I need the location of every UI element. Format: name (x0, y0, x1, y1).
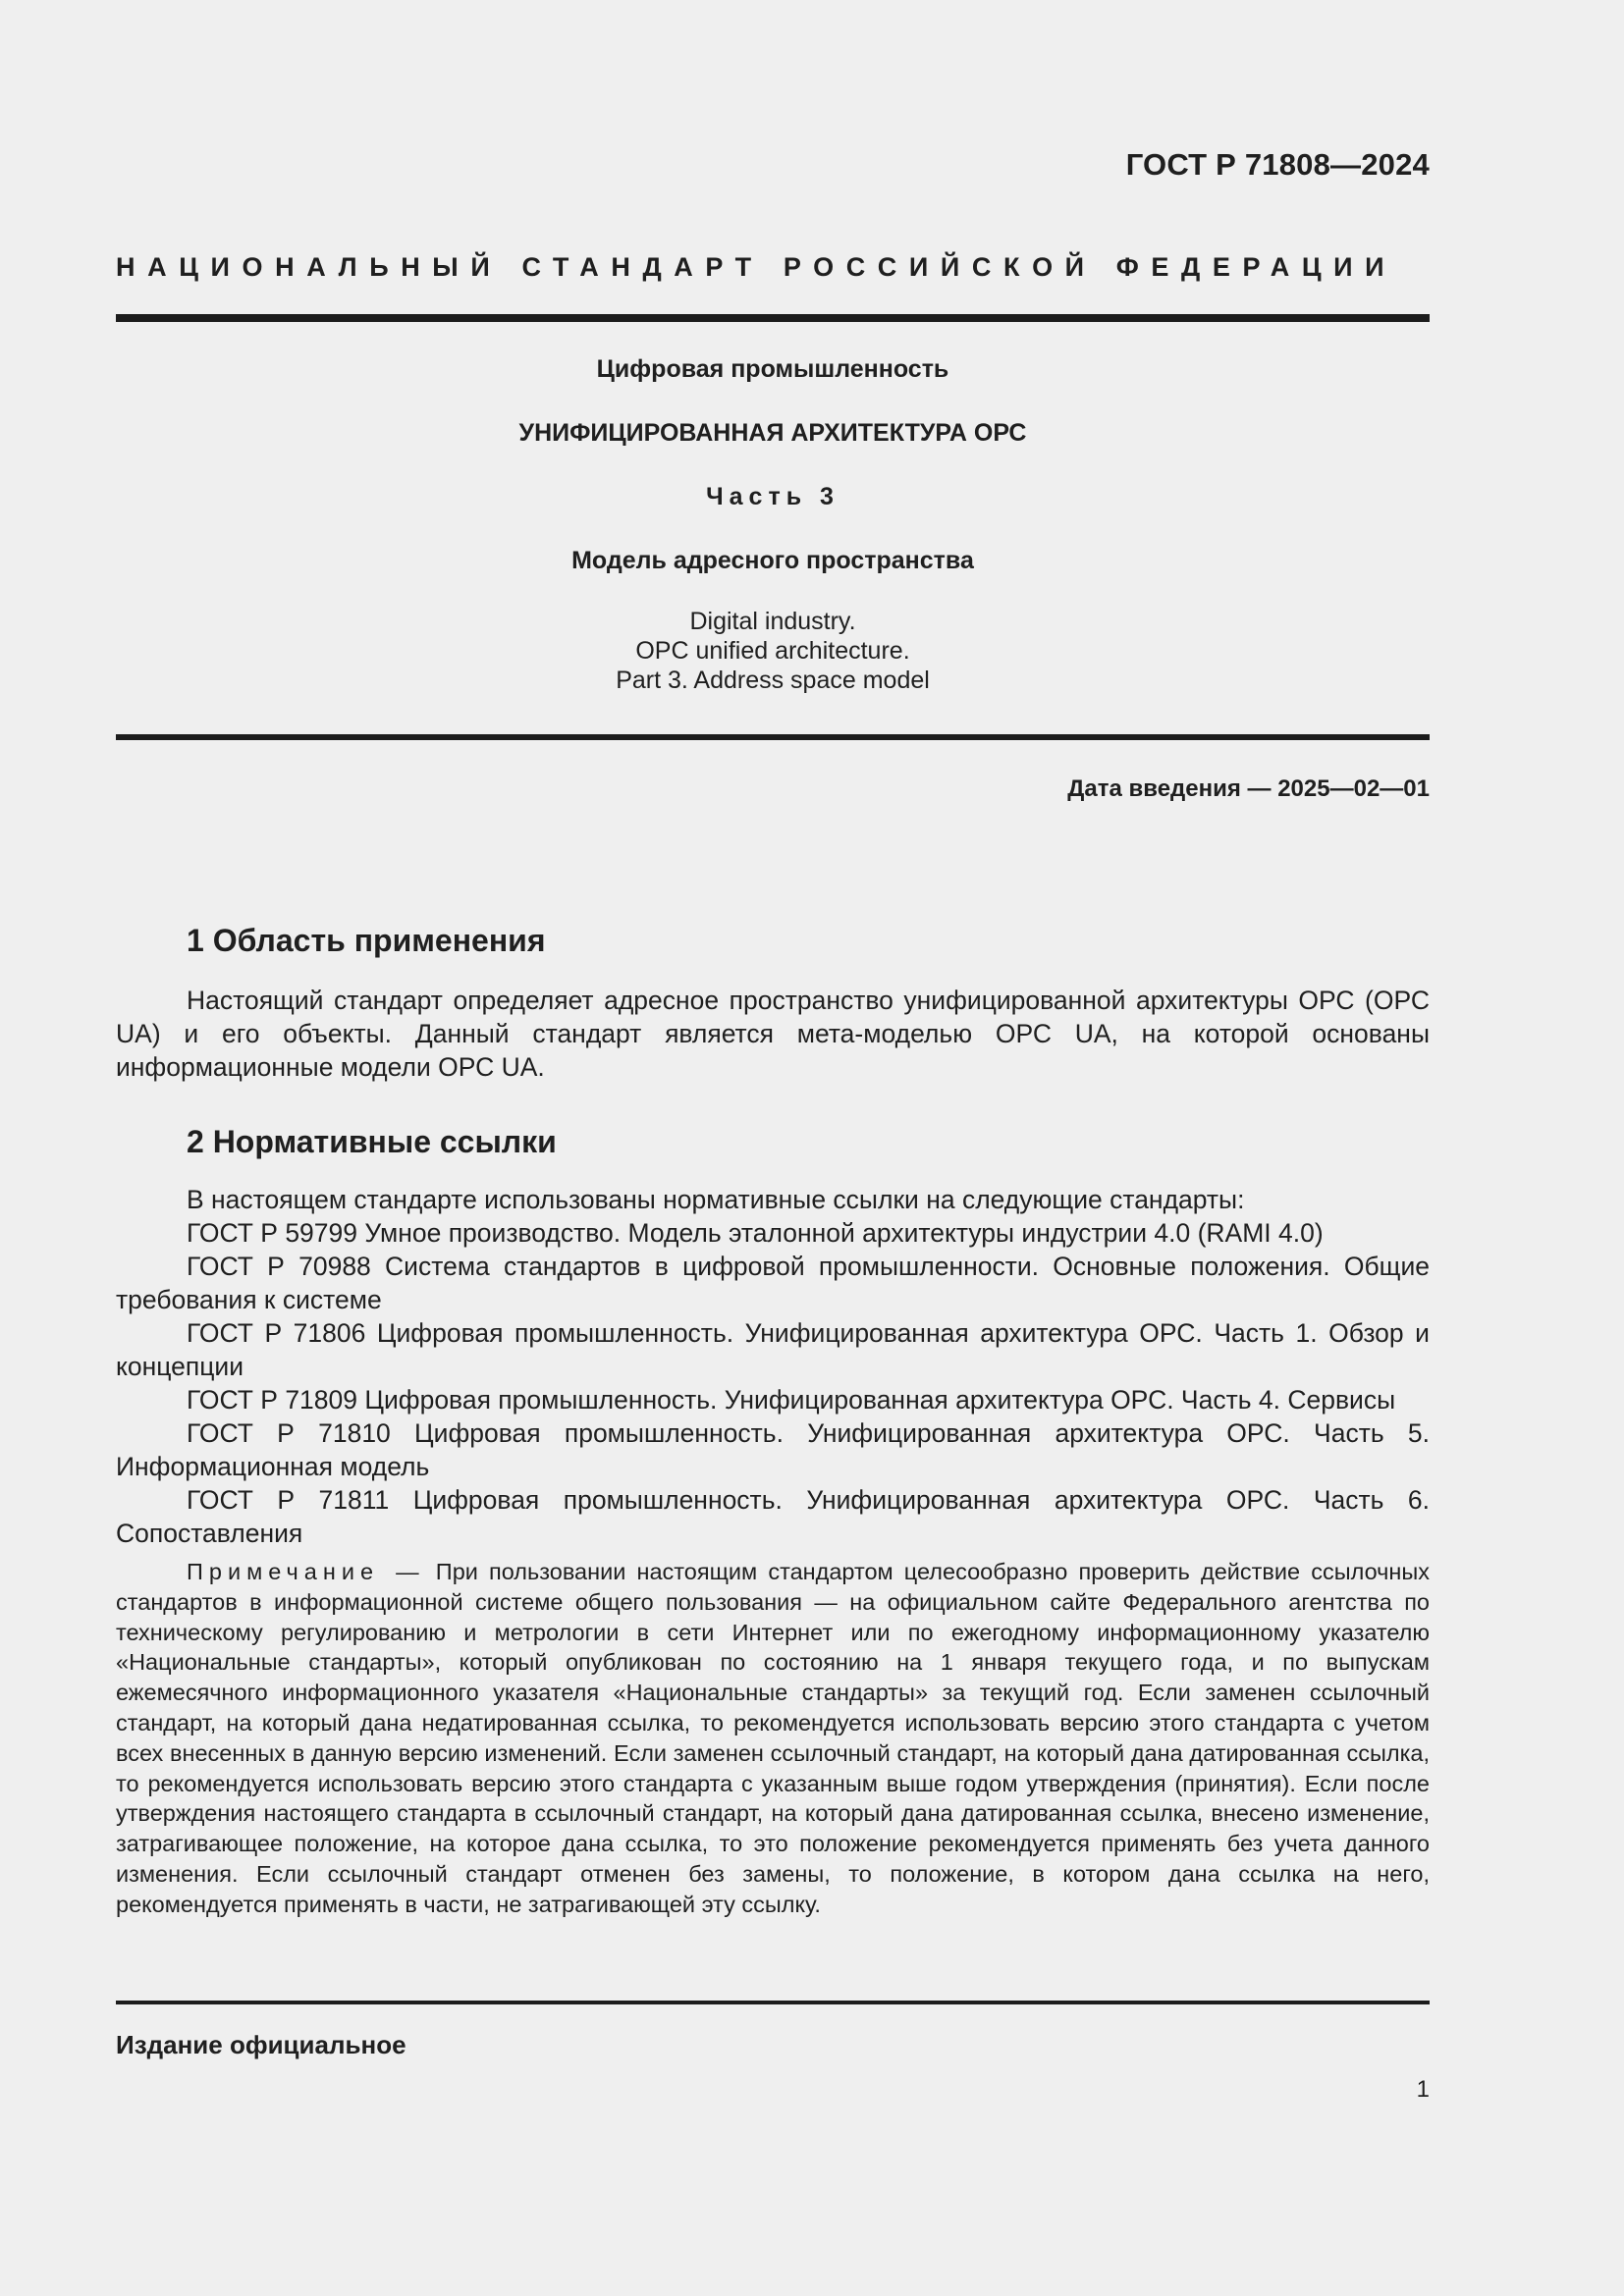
reference-item: ГОСТ Р 71809 Цифровая промышленность. Унифицированная архитектура ОРС. Часть 4. Сервисы (187, 1385, 1396, 1415)
section-1-heading: 1 Область применения (187, 923, 546, 958)
english-title-line-1: Digital industry. (689, 608, 856, 635)
document-code: ГОСТ Р 71808—2024 (1125, 147, 1430, 182)
footer-rule (116, 2001, 1430, 2004)
reference-item: ГОСТ Р 59799 Умное производство. Модель эталонной архитектуры индустрии 4.0 (RAMI 4.0) (187, 1218, 1324, 1248)
english-title-line-3: Part 3. Address space model (616, 667, 930, 694)
main-title: УНИФИЦИРОВАННАЯ АРХИТЕКТУРА ОРС (518, 419, 1027, 447)
references-intro: В настоящем стандарте использованы нормативные ссылки на следующие стандарты: (187, 1185, 1245, 1214)
page-number: 1 (1416, 2076, 1430, 2103)
references-note (116, 1557, 1430, 1920)
national-standard-banner: НАЦИОНАЛЬНЫЙ СТАНДАРТ РОССИЙСКОЙ ФЕДЕРАЦИИ (116, 252, 1397, 282)
official-edition-label: Издание официальное (116, 2030, 406, 2059)
introduction-date: Дата введения — 2025—02—01 (1067, 775, 1430, 802)
section-2-heading: 2 Нормативные ссылки (187, 1124, 557, 1159)
section-1-text: Настоящий стандарт определяет адресное пространство унифицированной архитектуры ОРС (ОРС UA) и его объекты. Данный стандарт является мета-моделью ОРС UA, на которой основаны информационные модели ОРС UA. (116, 986, 1430, 1082)
note-text: При пользовании настоящим стандартом целесообразно проверить действие ссылочных стандартов в информационной системе общего пользования — на официальном сайте Федерального агентства по техническому регулированию и метрологии в сети Интернет или по ежегодному информационному указателю «Национальные стандарты», который опубликован по состоянию на 1 января текущего года, и по выпускам ежемесячного информационного указателя «Национальные стандарты» за текущий год. Если заменен ссылочный стандарт, на который дана недатированная ссылка, то рекомендуется использовать версию этого стандарта с учетом всех внесенных в данную версию изменений. Если заменен ссылочный стандарт, на который дана датированная ссылка, то рекомендуется использовать версию этого стандарта с указанным выше годом утверждения (принятия). Если после утверждения настоящего стандарта в ссылочный стандарт, на который дана датированная ссылка, внесено изменение, затрагивающее положение, на которое дана ссылка, то это положение рекомендуется применять без учета данного изменения. Если ссылочный стандарт отменен без замены, то положение, в котором дана ссылка на него, рекомендуется применять в части, не затрагивающей эту ссылку. (116, 1559, 1431, 1917)
top-rule (116, 314, 1430, 322)
reference-item: ГОСТ Р 71810 Цифровая промышленность. Унифицированная архитектура ОРС. Часть 5. Информационная модель (116, 1418, 1430, 1481)
english-title-line-2: OPC unified architecture. (635, 637, 910, 665)
note-label: Примечание — (187, 1559, 425, 1584)
series-title: Цифровая промышленность (596, 355, 949, 383)
reference-item: ГОСТ Р 70988 Система стандартов в цифровой промышленности. Основные положения. Общие требования к системе (116, 1252, 1430, 1314)
subtitle: Модель адресного пространства (571, 547, 974, 574)
title-bottom-rule (116, 734, 1430, 740)
part-label: Часть 3 (706, 483, 839, 510)
reference-item: ГОСТ Р 71806 Цифровая промышленность. Унифицированная архитектура ОРС. Часть 1. Обзор и концепции (116, 1318, 1430, 1381)
reference-item: ГОСТ Р 71811 Цифровая промышленность. Унифицированная архитектура ОРС. Часть 6. Сопоставления (116, 1485, 1430, 1548)
